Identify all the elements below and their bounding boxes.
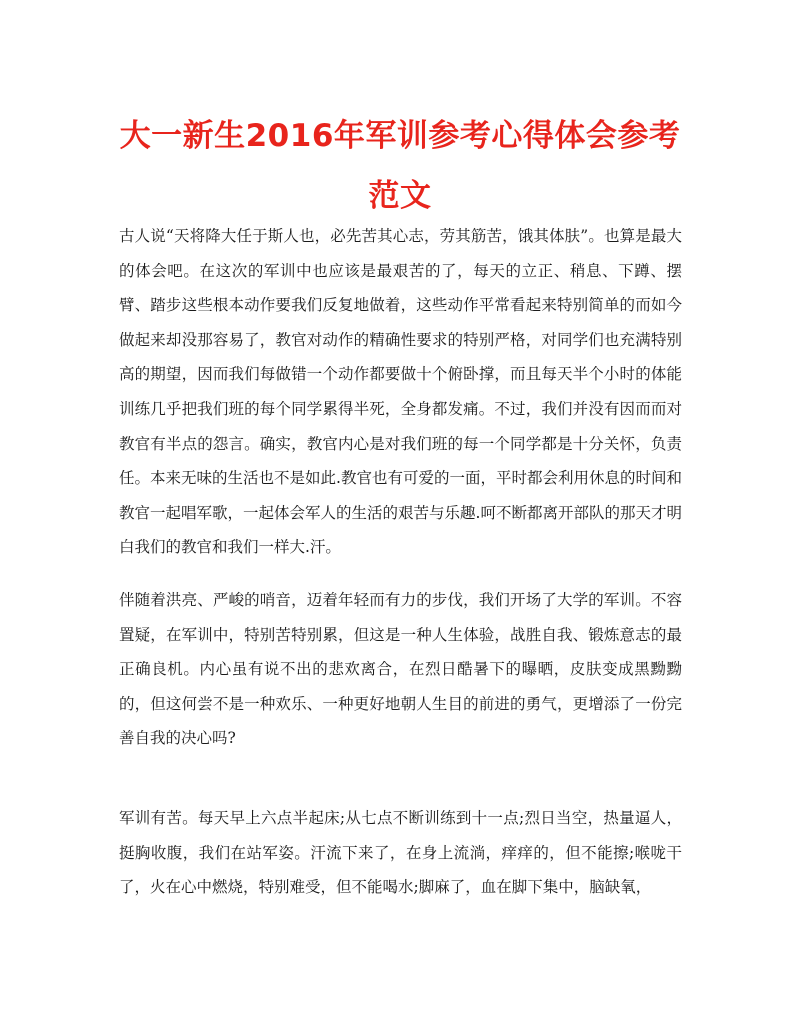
document-title: 大一新生2016年军训参考心得体会参考范文 (119, 118, 681, 214)
paragraph-1: 古人说“天将降大任于斯人也，必先苦其心志，劳其筋苦，饿其体肤”。也算是最大的体会吧。在这次的军训中也应该是最艰苦的了，每天的立正、稍息、下蹲、摆臂、踏步这些根本动作要我们反复地做着，这些动作平常看起来特别简单的而如今做起来却没那容易了，教官对动作的精确性要求的特别严格，对同学们也充满特别高的期望，因而我们每做错一个动作都要做十个俯卧撑，而且每天半个小时的体能训练几乎把我们班的每个同学累得半死，全身都发痛。不过，我们并没有因而而对教官有半点的怨言。确实，教官内心是对我们班的每一个同学都是十分关怀，负责任。本来无味的生活也不是如此.教官也有可爱的一面，平时都会利用休息的时间和教官一起唱军歌，一起体会军人的生活的艰苦与乐趣.呵不断都离开部队的那天才明白我们的教官和我们一样大.汗。 (119, 227, 682, 557)
paragraph-3: 军训有苦。每天早上六点半起床;从七点不断训练到十一点;烈日当空，热量逼人，挺胸收腹，我们在站军姿。汗流下来了，在身上流淌，痒痒的，但不能擦;喉咙干了，火在心中燃烧，特别难受，但不能喝水;脚麻了，血在脚下集中，脑缺氧， (119, 809, 682, 897)
paragraph-2: 伴随着洪亮、严峻的哨音，迈着年轻而有力的步伐，我们开场了大学的军训。不容置疑，在军训中，特别苦特别累，但这是一种人生体验，战胜自我、锻炼意志的最正确良机。内心虽有说不出的悲欢离合，在烈日酷暑下的曝晒，皮肤变成黑黝黝的，但这何尝不是一种欢乐、一种更好地朝人生目的前进的勇气，更增添了一份完善自我的决心吗? (119, 591, 682, 748)
